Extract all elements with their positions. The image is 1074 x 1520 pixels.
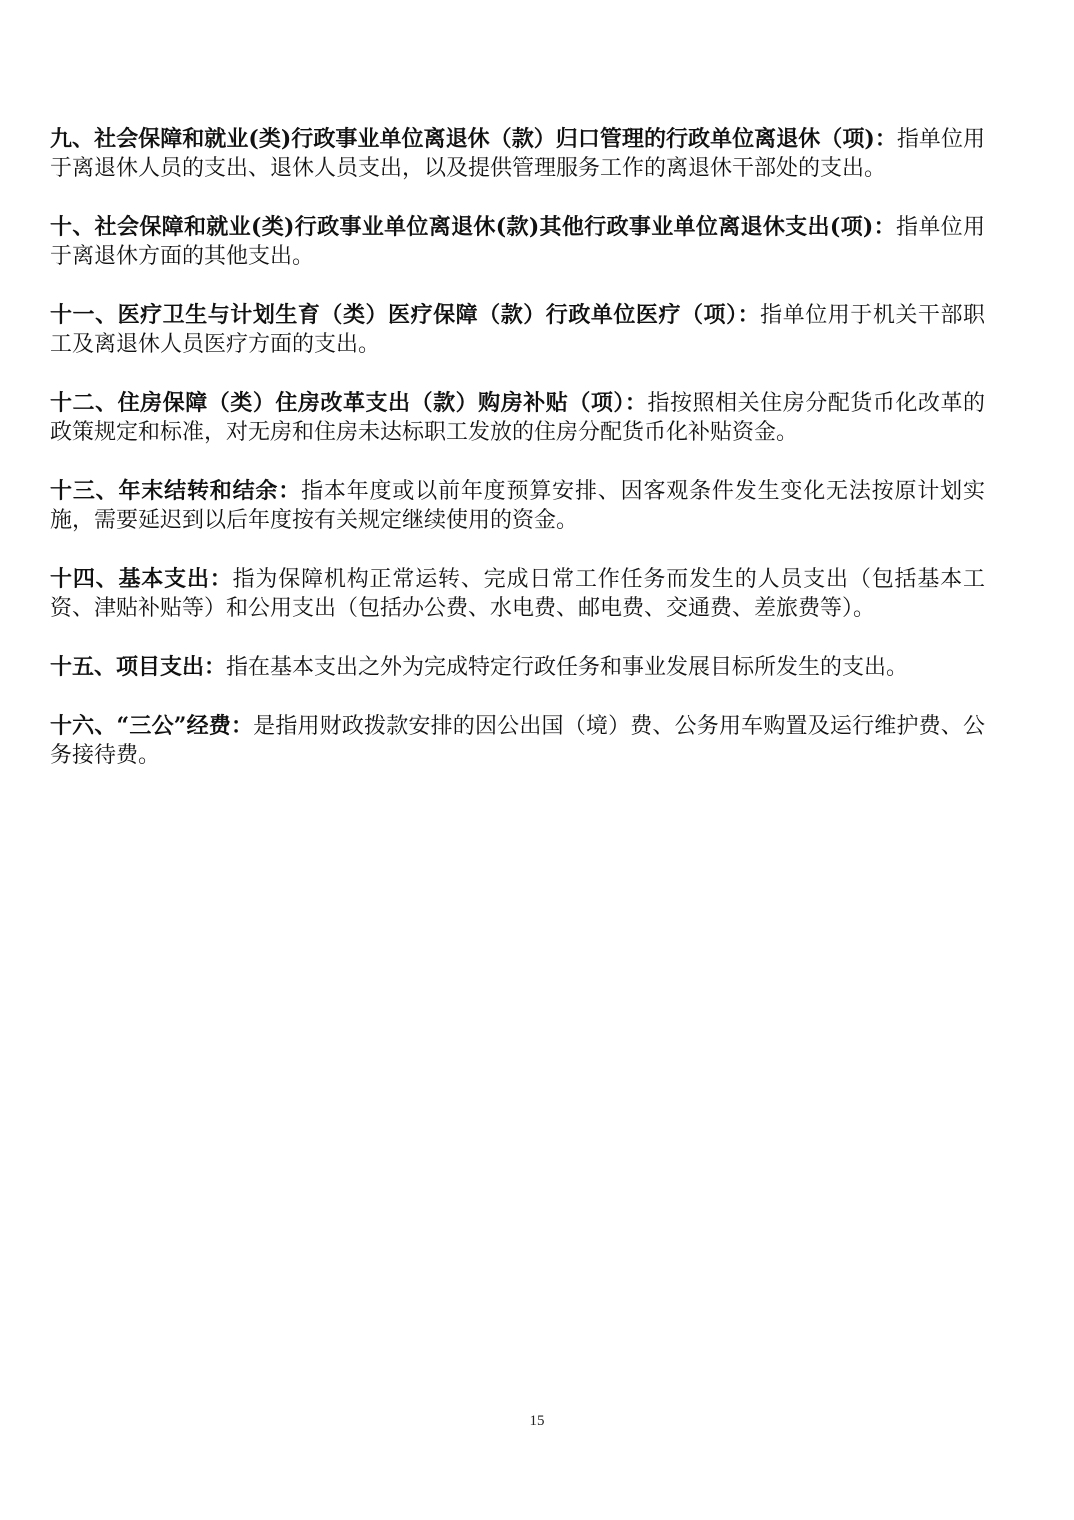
paragraph-item-15 [50,653,985,682]
paragraph-item-12 [50,389,985,447]
page-number: 15 [529,1413,545,1429]
paragraph-text: 指单位用于机关干部职工及离退休人员医疗方面的支出。 [50,303,985,357]
paragraph-text: 指单位用于离退休人员的支出、退休人员支出，以及提供管理服务工作的离退休干部处的支出。 [50,127,985,181]
paragraph-term: 十六、“三公”经费： [50,713,254,739]
paragraph-term: 十四、基本支出： [50,566,233,592]
paragraph-text: 是指用财政拨款安排的因公出国（境）费、公务用车购置及运行维护费、公务接待费。 [50,714,985,768]
paragraph-term: 十二、住房保障（类）住房改革支出（款）购房补贴（项）： [50,390,648,416]
paragraph-term: 十三、年末结转和结余： [50,478,302,504]
paragraph-text: 指本年度或以前年度预算安排、因客观条件发生变化无法按原计划实施，需要延迟到以后年度按有关规定继续使用的资金。 [50,479,985,533]
paragraph-text: 指为保障机构正常运转、完成日常工作任务而发生的人员支出（包括基本工资、津贴补贴等）和公用支出（包括办公费、水电费、邮电费、交通费、差旅费等）。 [50,567,985,621]
paragraph-item-13 [50,477,985,535]
paragraph-item-11 [50,301,985,359]
paragraph-item-14 [50,565,985,623]
paragraph-text: 指单位用于离退休方面的其他支出。 [50,215,985,269]
paragraph-text: 指按照相关住房分配货币化改革的政策规定和标准，对无房和住房未达标职工发放的住房分配货币化补贴资金。 [50,391,985,445]
paragraph-term: 十、社会保障和就业(类)行政事业单位离退休(款)其他行政事业单位离退休支出(项)： [50,214,896,240]
paragraph-item-9 [50,125,985,183]
paragraph-text: 指在基本支出之外为完成特定行政任务和事业发展目标所发生的支出。 [226,655,909,680]
paragraph-term: 十五、项目支出： [50,654,227,680]
paragraph-term: 十一、医疗卫生与计划生育（类）医疗保障（款）行政单位医疗（项）： [50,302,761,328]
document-body [50,125,985,800]
paragraph-term: 九、社会保障和就业(类)行政事业单位离退休（款）归口管理的行政单位离退休（项)： [50,126,897,152]
paragraph-item-16 [50,712,985,770]
paragraph-item-10 [50,213,985,271]
